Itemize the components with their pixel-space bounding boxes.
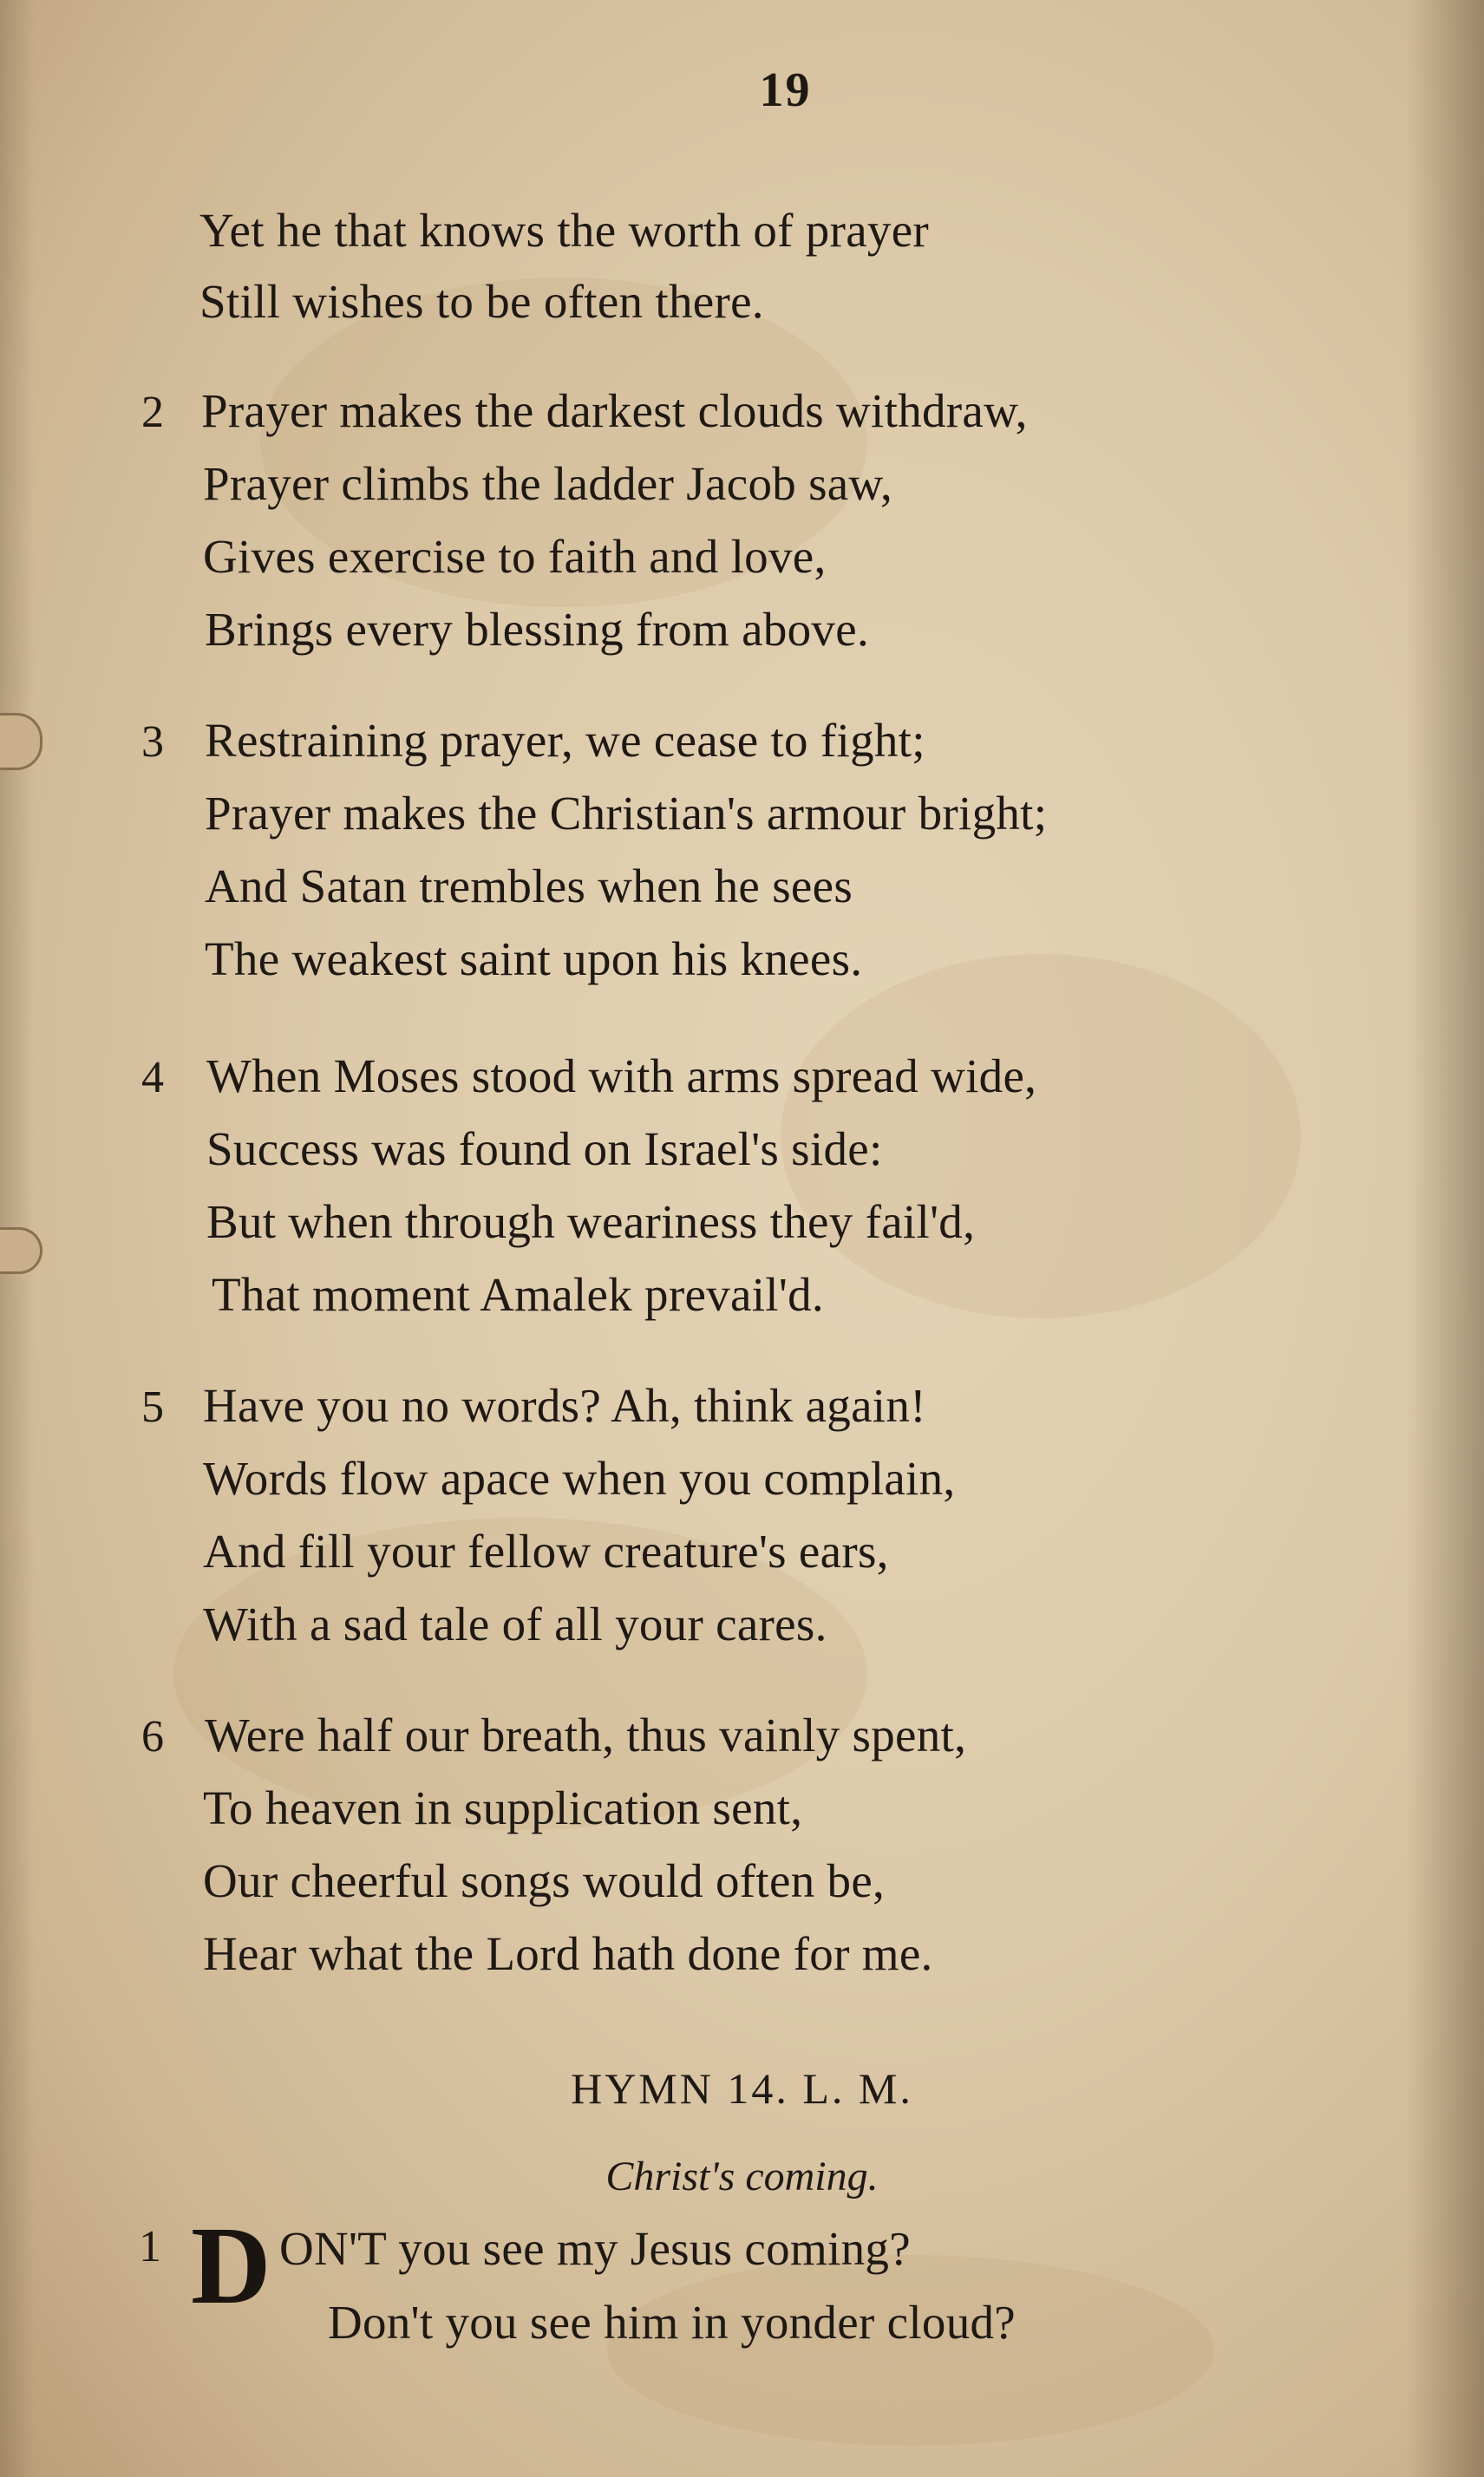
poem-line: Still wishes to be often there. xyxy=(199,275,764,328)
verse-number: 2 xyxy=(141,388,164,437)
poem-line: Restraining prayer, we cease to fight; xyxy=(205,714,925,767)
poem-line: The weakest saint upon his knees. xyxy=(205,932,863,985)
poem-line: Prayer makes the Christian's armour bright; xyxy=(205,787,1048,840)
poem-line: Brings every blessing from above. xyxy=(205,603,869,656)
poem-line: Were half our breath, thus vainly spent, xyxy=(205,1709,967,1761)
hymn-subtitle: Christ's coming. xyxy=(605,2153,879,2199)
verse-number: 5 xyxy=(141,1382,164,1432)
poem-line: Hear what the Lord hath done for me. xyxy=(203,1927,933,1980)
poem-line: Words flow apace when you complain, xyxy=(203,1452,956,1505)
poem-line: Prayer makes the darkest clouds withdraw, xyxy=(201,384,1028,437)
poem-line: And fill your fellow creature's ears, xyxy=(203,1525,889,1578)
verse-number: 6 xyxy=(141,1712,164,1761)
poem-line: Success was found on Israel's side: xyxy=(206,1122,883,1175)
hymn-title: HYMN 14. L. M. xyxy=(571,2064,913,2113)
hymn-line: Don't you see him in yonder cloud? xyxy=(328,2296,1017,2349)
poem-line: With a sad tale of all your cares. xyxy=(203,1598,827,1650)
poem-line: Gives exercise to faith and love, xyxy=(203,530,827,583)
binding-stitch xyxy=(0,713,42,770)
stain xyxy=(607,2255,1214,2446)
poem-line: Yet he that knows the worth of prayer xyxy=(199,204,930,257)
page-number: 19 xyxy=(759,63,812,117)
verse-number: 1 xyxy=(139,2222,161,2271)
poem-line: Prayer climbs the ladder Jacob saw, xyxy=(203,457,893,510)
verse-number: 3 xyxy=(141,717,164,767)
hymn-line: ON'T you see my Jesus coming? xyxy=(279,2222,911,2275)
poem-line: Have you no words? Ah, think again! xyxy=(203,1379,926,1432)
poem-line: That moment Amalek prevail'd. xyxy=(212,1268,824,1321)
drop-cap: D xyxy=(191,2204,271,2327)
poem-line: But when through weariness they fail'd, xyxy=(206,1195,976,1248)
poem-line: When Moses stood with arms spread wide, xyxy=(206,1049,1037,1102)
poem-line: And Satan trembles when he sees xyxy=(205,859,853,912)
binding-stitch xyxy=(0,1227,42,1274)
verse-number: 4 xyxy=(141,1053,164,1102)
poem-line: Our cheerful songs would often be, xyxy=(203,1854,886,1907)
poem-line: To heaven in supplication sent, xyxy=(203,1781,803,1834)
